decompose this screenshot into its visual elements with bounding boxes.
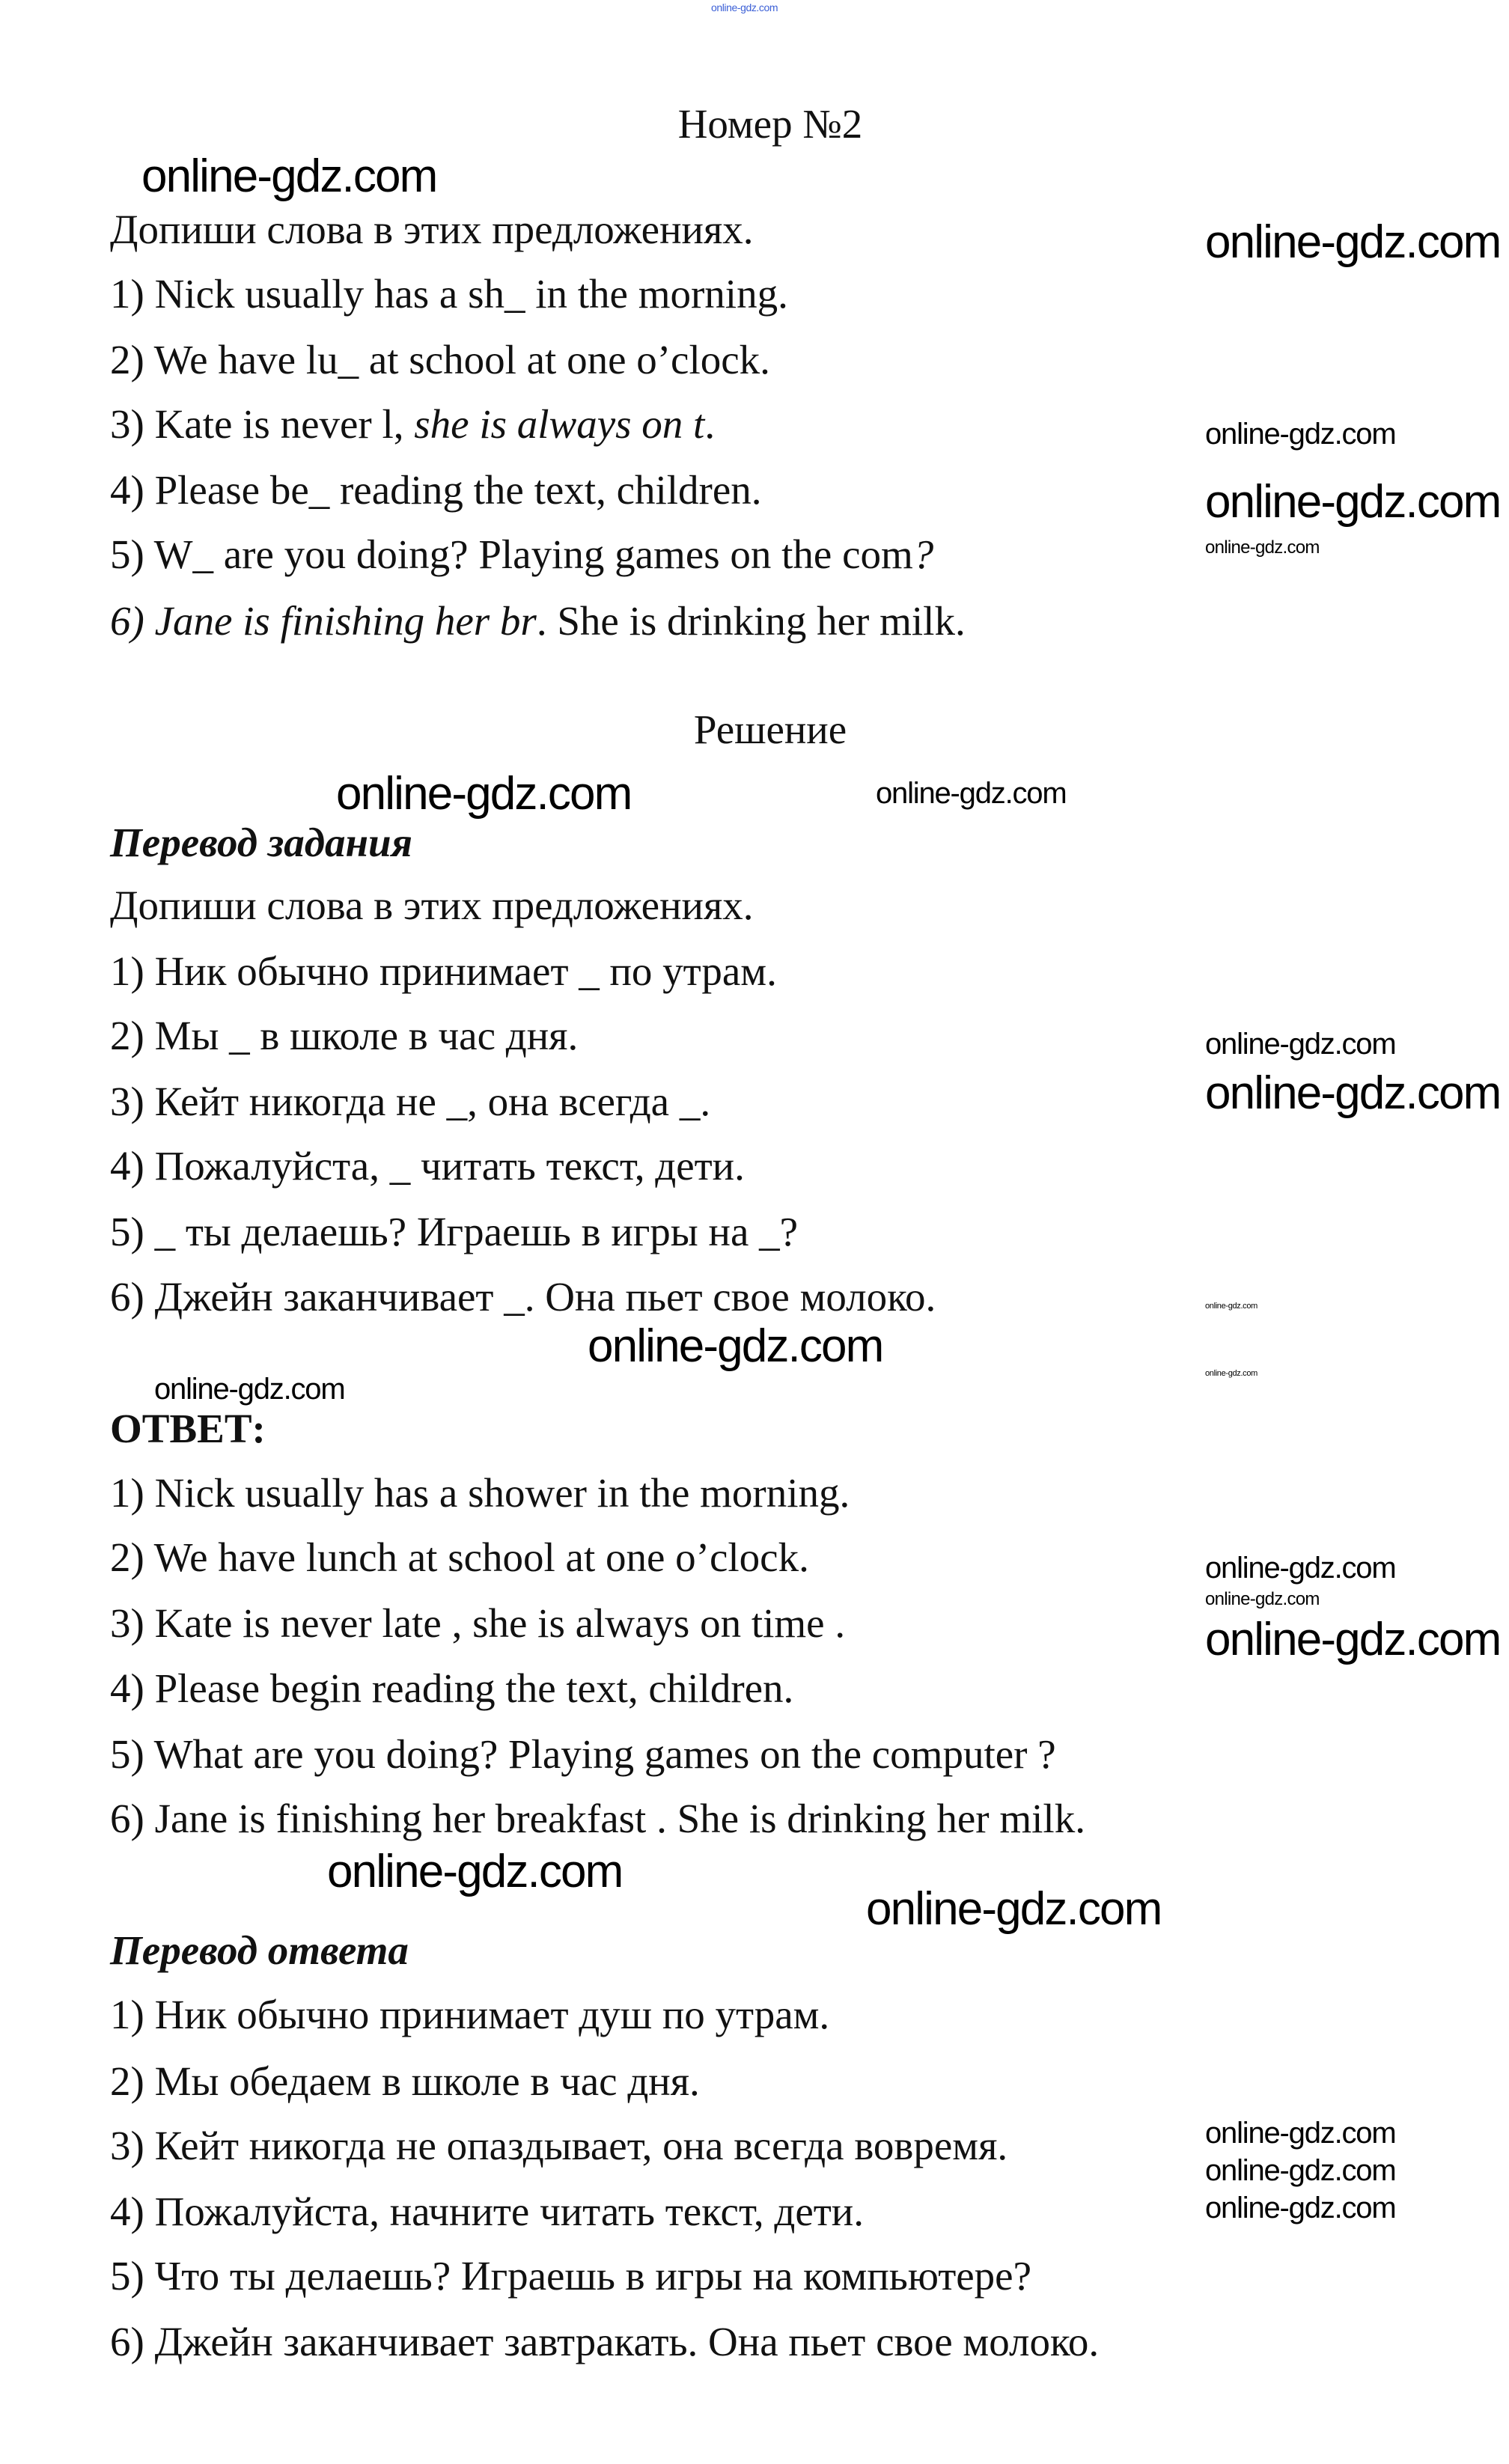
- task-item: [110, 598, 966, 644]
- watermark: online-gdz.com: [1205, 1552, 1396, 1585]
- watermark: online-gdz.com: [1205, 2154, 1396, 2187]
- answer-translation-heading: Перевод ответа: [110, 1927, 409, 1973]
- task-instruction: Допиши слова в этих предложениях.: [110, 207, 754, 252]
- watermark: online-gdz.com: [866, 1883, 1162, 1935]
- watermark: online-gdz.com: [1205, 1067, 1501, 1119]
- task-item: 2) We have lu_ at school at one o’clock.: [110, 337, 770, 382]
- task-translation-item: 2) Мы _ в школе в час дня.: [110, 1013, 579, 1058]
- task-item-end: .: [704, 401, 716, 447]
- answer-heading: ОТВЕТ:: [110, 1406, 266, 1451]
- watermark: online-gdz.com: [711, 1, 778, 13]
- answer-item: 2) We have lunch at school at one o’clock.: [110, 1534, 809, 1580]
- solution-heading: Решение: [693, 707, 847, 752]
- answer-item: 3) Kate is never late , she is always on time .: [110, 1600, 846, 1646]
- task-translation-item: 1) Ник обычно принимает _ по утрам.: [110, 948, 777, 994]
- watermark: online-gdz.com: [141, 150, 437, 202]
- watermark: online-gdz.com: [327, 1846, 623, 1897]
- watermark: online-gdz.com: [1205, 1614, 1501, 1665]
- watermark: online-gdz.com: [336, 768, 632, 820]
- task-item-plain: 5) W_ are you doing? Playing games on the com: [110, 531, 913, 577]
- task-item: 1) Nick usually has a sh_ in the morning.: [110, 271, 788, 317]
- watermark: online-gdz.com: [1205, 2192, 1396, 2224]
- watermark: online-gdz.com: [1205, 216, 1501, 268]
- watermark: online-gdz.com: [1205, 537, 1320, 558]
- task-translation-item: 4) Пожалуйста, _ читать текст, дети.: [110, 1143, 745, 1189]
- watermark: online-gdz.com: [1205, 1589, 1320, 1609]
- answer-translation-item: 4) Пожалуйста, начните читать текст, дети.: [110, 2189, 864, 2234]
- task-translation-item: 6) Джейн заканчивает _. Она пьет свое молоко.: [110, 1274, 936, 1320]
- watermark: online-gdz.com: [1205, 418, 1396, 451]
- page-title: Номер №2: [677, 101, 863, 147]
- task-item: [110, 531, 934, 577]
- answer-item: 5) What are you doing? Playing games on the computer ?: [110, 1731, 1056, 1777]
- task-translation-item: 3) Кейт никогда не _, она всегда _.: [110, 1079, 711, 1124]
- answer-item: 6) Jane is finishing her breakfast . She is drinking her milk.: [110, 1796, 1085, 1841]
- task-item-plain: . She is drinking her milk.: [536, 598, 966, 644]
- task-item: 4) Please be_ reading the text, children.: [110, 467, 762, 513]
- watermark: online-gdz.com: [1205, 1369, 1258, 1378]
- task-item-italic: she is always on t: [414, 401, 705, 447]
- watermark: online-gdz.com: [876, 777, 1067, 810]
- task-translation-instruction: Допиши слова в этих предложениях.: [110, 882, 754, 928]
- answer-translation-item: 5) Что ты делаешь? Играешь в игры на компьютере?: [110, 2253, 1032, 2299]
- task-item-plain: 3) Kate is never l,: [110, 401, 415, 447]
- task-translation-item: 5) _ ты делаешь? Играешь в игры на _?: [110, 1209, 799, 1254]
- answer-item: 1) Nick usually has a shower in the morning.: [110, 1470, 850, 1516]
- answer-translation-item: 6) Джейн заканчивает завтракать. Она пьет свое молоко.: [110, 2319, 1100, 2364]
- watermark: online-gdz.com: [1205, 1302, 1258, 1311]
- answer-translation-item: 1) Ник обычно принимает душ по утрам.: [110, 1992, 830, 2037]
- task-item-italic: 6) Jane is finishing her br: [110, 598, 537, 644]
- answer-translation-item: 3) Кейт никогда не опаздывает, она всегда вовремя.: [110, 2123, 1008, 2168]
- watermark: online-gdz.com: [1205, 476, 1501, 528]
- task-item-italic: ?: [912, 531, 934, 577]
- answer-item: 4) Please begin reading the text, children.: [110, 1665, 794, 1711]
- answer-translation-item: 2) Мы обедаем в школе в час дня.: [110, 2058, 700, 2104]
- task-item: [110, 403, 715, 445]
- watermark: online-gdz.com: [154, 1373, 345, 1406]
- watermark: online-gdz.com: [588, 1320, 883, 1372]
- watermark: online-gdz.com: [1205, 2117, 1396, 2150]
- task-translation-heading: Перевод задания: [110, 820, 412, 865]
- watermark: online-gdz.com: [1205, 1028, 1396, 1061]
